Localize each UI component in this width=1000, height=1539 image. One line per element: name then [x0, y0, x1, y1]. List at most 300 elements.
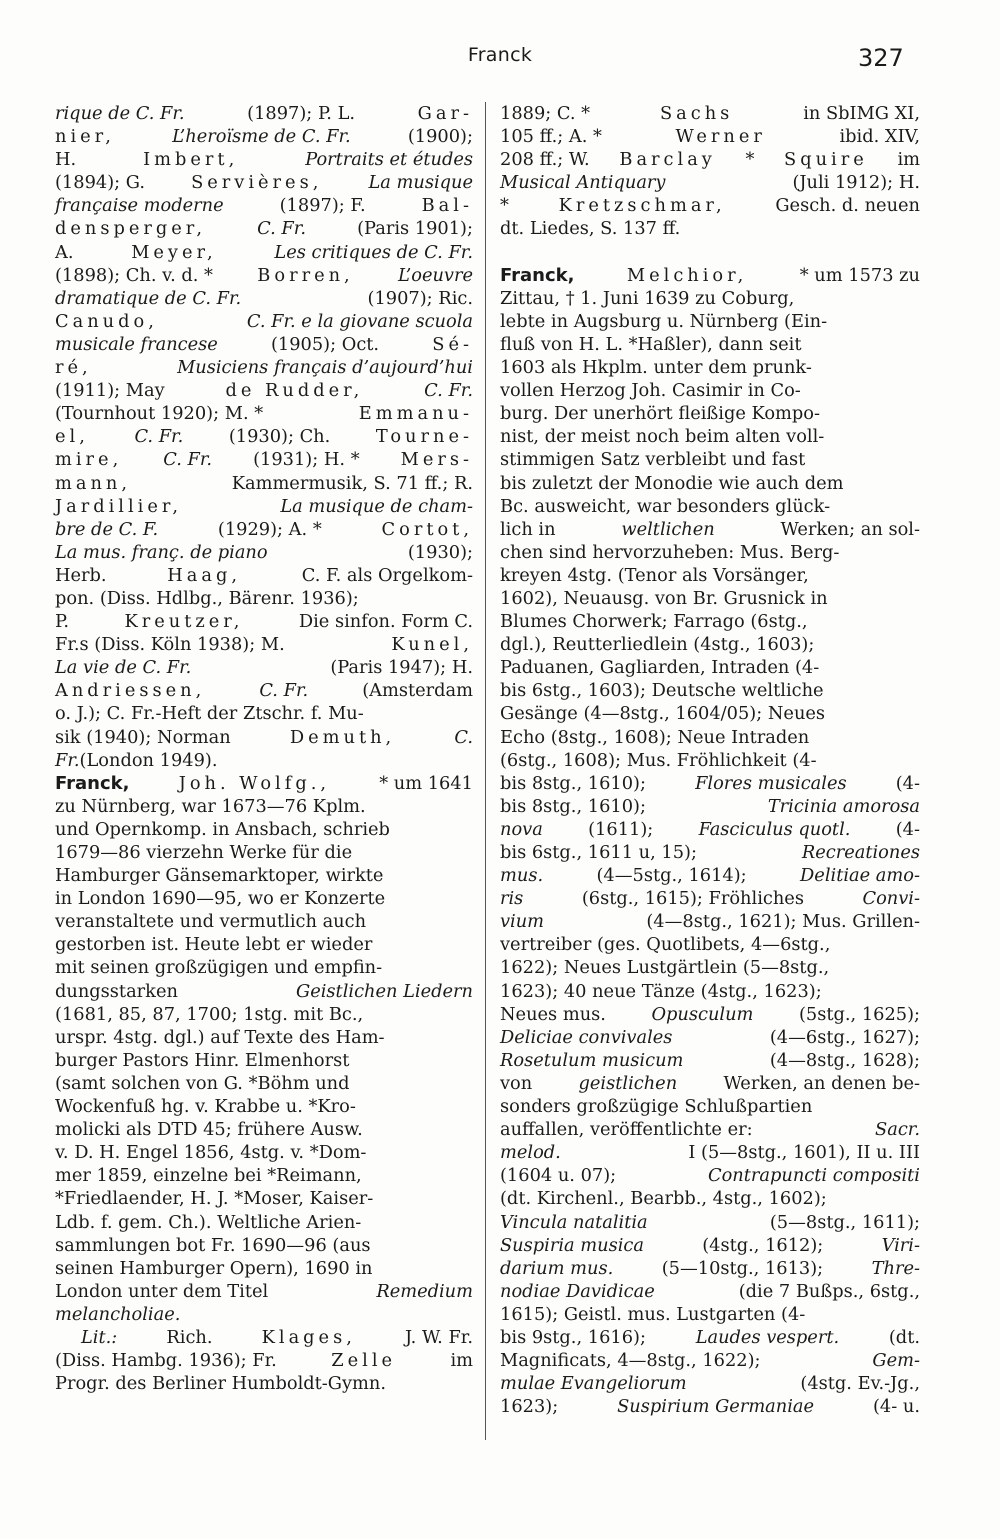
text-run: Zelle [331, 1350, 397, 1372]
text-run: L’heroïsme de C. Fr. [172, 126, 351, 148]
text-line [500, 356, 920, 379]
text-run: Vincula natalitia [500, 1211, 648, 1233]
text-line [500, 194, 920, 217]
text-run: (4—8stg., 1628); [769, 1049, 920, 1071]
text-run: Fr. [55, 749, 80, 771]
text-run: Haag, [167, 564, 242, 586]
text-run: (6stg., 1615); Fröhliches [581, 888, 804, 910]
text-run: C. Fr. [257, 218, 306, 240]
text-run: (1897); P. L. [247, 103, 356, 124]
text-line [55, 495, 473, 518]
text-run: (1930); Ch. [228, 426, 331, 448]
text-run: Canudo, [55, 310, 158, 332]
text-line [500, 933, 920, 956]
text-run: ré, [55, 357, 92, 379]
text-run: Squire [784, 149, 868, 171]
text-run: (4- [895, 772, 920, 794]
text-run: A. [55, 241, 74, 263]
text-run: Tourne- [375, 426, 473, 448]
text-run: Rich. [166, 1326, 213, 1348]
text-run: La vie de C. Fr. [55, 657, 192, 679]
text-run: seinen Hamburger Opern), 1690 in [55, 1257, 373, 1279]
text-line [500, 1095, 920, 1118]
text-run: *Friedlaender, H. J. *Moser, Kaiser- [55, 1188, 374, 1210]
text-run: (4—5stg., 1614); [596, 865, 747, 887]
text-line [55, 818, 473, 841]
text-run: (1900); [407, 126, 473, 148]
text-run: La musique de cham- [280, 495, 473, 517]
text-run: (1604 u. 07); [500, 1165, 617, 1187]
text-run: Zittau, † 1. Juni 1639 zu Coburg, [500, 287, 795, 309]
text-run: weltlichen [621, 518, 715, 540]
text-line [500, 956, 920, 979]
text-run: 105 ff.; A. * [500, 126, 602, 148]
text-line [500, 518, 920, 541]
text-run: fluß von H. L. *Haßler), dann seit [500, 333, 802, 355]
text-line [500, 472, 920, 495]
text-line [55, 1118, 473, 1141]
text-line [55, 194, 473, 217]
text-run: Blumes Chorwerk; Farrago (6stg., [500, 611, 808, 633]
text-line [55, 1095, 473, 1118]
text-line [500, 749, 920, 772]
text-line [55, 1049, 473, 1072]
text-line [500, 564, 920, 587]
text-run: gestorben ist. Heute lebt er wieder [55, 934, 373, 956]
text-run: (4stg., 1612); [702, 1234, 824, 1256]
text-line [500, 241, 920, 264]
text-line [55, 264, 473, 287]
text-line [55, 1072, 473, 1095]
text-run: 1679—86 vierzehn Werke für die [55, 842, 353, 863]
text-run: dgl.), Reutterliedlein (4stg., 1603); [500, 634, 815, 656]
text-run: Cortot, [381, 518, 473, 540]
text-line [55, 910, 473, 933]
text-line [55, 217, 473, 240]
text-run: * um 1573 zu [799, 264, 920, 286]
text-line [55, 1257, 473, 1280]
text-run: Gem- [872, 1350, 920, 1372]
text-line [500, 980, 920, 1003]
text-run: v. D. H. Engel 1856, 4stg. v. *Dom- [55, 1142, 367, 1164]
text-line [55, 448, 473, 471]
text-run: * [745, 149, 755, 171]
text-run: Deliciae convivales [500, 1026, 673, 1048]
text-run: 1622); Neues Lustgärtlein (5—8stg., [500, 957, 830, 979]
text-run: Andriessen, [55, 680, 206, 702]
text-line [55, 333, 473, 356]
text-run: Lit.: [81, 1326, 118, 1348]
text-run: Contrapuncti compositi [708, 1165, 920, 1187]
text-run: (Amsterdam [362, 680, 473, 702]
text-run: sonders großzügige Schlußpartien [500, 1096, 813, 1118]
text-line [500, 1187, 920, 1210]
text-run: bis zuletzt der Monodie wie auch dem [500, 472, 844, 494]
text-line [500, 587, 920, 610]
text-line [500, 171, 920, 194]
text-run: dramatique de C. Fr. [55, 287, 242, 309]
text-line [500, 333, 920, 356]
text-run: vollen Herzog Joh. Casimir in Co- [500, 380, 801, 402]
text-run: Die sinfon. Form C. [298, 611, 473, 633]
text-line [500, 125, 920, 148]
text-run: I (5—8stg., 1601), II u. III [688, 1142, 920, 1164]
text-run: Bc. ausweicht, war besonders glück- [500, 495, 831, 517]
column-divider [485, 102, 486, 1440]
text-line [55, 795, 473, 818]
text-run: nier, [55, 126, 115, 148]
text-line [55, 402, 473, 425]
text-line [55, 379, 473, 402]
text-line [500, 818, 920, 841]
text-line [500, 541, 920, 564]
text-line [500, 1326, 920, 1349]
text-run: Kretzschmar, [558, 195, 726, 217]
text-line [500, 1257, 920, 1280]
text-line [500, 1234, 920, 1257]
text-line [55, 148, 473, 171]
text-run: auffallen, veröffentlichte er: [500, 1119, 753, 1141]
page-number: 327 [858, 44, 904, 72]
running-head: Franck [467, 44, 533, 66]
text-run: (1907); Ric. [367, 287, 473, 309]
text-run: Rosetulum musicum [500, 1049, 684, 1071]
text-run: mire, [55, 449, 123, 471]
text-line [55, 1280, 473, 1303]
text-run: rique de C. Fr. [55, 103, 185, 124]
text-run: bis 6stg., 1611 u, 15); [500, 842, 697, 863]
text-run: Remedium [376, 1280, 473, 1302]
text-run: (1611); [588, 818, 654, 840]
text-run: Ldb. f. gem. Ch.). Weltliche Arien- [55, 1211, 362, 1233]
text-line [500, 102, 920, 125]
text-line [500, 1280, 920, 1303]
text-run: 1602), Neuausg. von Br. Grusnick in [500, 587, 828, 609]
text-line [500, 148, 920, 171]
text-run: Kunel, [391, 634, 473, 656]
text-run: Musical Antiquary [500, 172, 666, 194]
text-run: Sacr. [875, 1119, 920, 1141]
text-run: Bal- [421, 195, 473, 217]
text-run: L’oeuvre [398, 264, 473, 286]
text-run: Servières, [191, 172, 323, 194]
text-run: C. Fr. [134, 426, 184, 448]
text-line [55, 933, 473, 956]
right-column [500, 102, 920, 1418]
text-run: Portraits et études [305, 149, 473, 171]
text-run: und Opernkomp. in Ansbach, schrieb [55, 818, 390, 840]
text-run: dungsstarken [55, 980, 178, 1002]
text-run: C. F. als Orgelkom- [301, 564, 473, 586]
text-line [500, 402, 920, 425]
text-line [55, 956, 473, 979]
text-line [55, 841, 473, 864]
text-run: (London 1949). [79, 749, 218, 771]
text-run: chen sind hervorzuheben: Mus. Berg- [500, 541, 840, 563]
text-run: (die 7 Bußps., 6stg., [738, 1280, 920, 1302]
text-run: (samt solchen von G. *Böhm und [55, 1072, 350, 1094]
text-run: mann, [55, 472, 132, 494]
text-line [55, 1211, 473, 1234]
text-run: (4- [895, 818, 920, 840]
text-run: Meyer, [131, 241, 217, 263]
text-run: mulae Evangeliorum [500, 1373, 687, 1395]
text-run: nodiae Davidicae [500, 1280, 655, 1302]
text-run: C. Fr. [163, 449, 213, 471]
text-line [55, 1349, 473, 1372]
text-line [55, 425, 473, 448]
text-run: (Diss. Hambg. 1936); Fr. [55, 1350, 277, 1372]
text-run: Magnificats, 4—8stg., 1622); [500, 1350, 761, 1372]
text-line [500, 425, 920, 448]
text-run: Suspirium Germaniae [617, 1396, 815, 1418]
text-run: (1894); G. [55, 172, 145, 194]
text-run: 1623); 40 neue Tänze (4stg., 1623); [500, 980, 822, 1002]
text-line [55, 1003, 473, 1026]
text-run: Gar- [417, 103, 473, 124]
text-run: Imbert, [143, 149, 239, 171]
text-line [500, 726, 920, 749]
text-line [500, 656, 920, 679]
text-run: Geistlichen Liedern [296, 980, 473, 1002]
text-run: P. [55, 611, 70, 633]
text-line [500, 495, 920, 518]
text-run: Werner [675, 126, 766, 148]
text-run: Fr.s (Diss. Köln 1938); M. [55, 634, 285, 656]
text-run: sik (1940); Norman [55, 726, 231, 748]
text-run: 1615); Geistl. mus. Lustgarten (4- [500, 1303, 806, 1325]
text-run: Melchior, [626, 264, 748, 286]
text-run: (1898); Ch. v. d. * [55, 264, 213, 286]
text-run: geistlichen [578, 1072, 678, 1094]
text-run: Herb. [55, 564, 107, 586]
text-line [55, 125, 473, 148]
text-run: bis 8stg., 1610); [500, 772, 646, 794]
text-run: ris [500, 888, 524, 910]
text-line [500, 910, 920, 933]
text-line [55, 564, 473, 587]
text-run: densperger, [55, 218, 206, 240]
text-line [55, 241, 473, 264]
text-run: (5—10stg., 1613); [661, 1257, 824, 1279]
text-line [500, 679, 920, 702]
text-line [500, 1349, 920, 1372]
text-line [55, 1326, 473, 1349]
text-line [500, 1303, 920, 1326]
text-run: Klages, [261, 1326, 356, 1348]
text-run: (4- u. [872, 1396, 920, 1418]
text-run: nist, der meist noch beim alten voll- [500, 426, 825, 448]
text-run: Kreutzer, [124, 611, 244, 633]
text-run: Les critiques de C. Fr. [274, 241, 473, 263]
text-run: 1889; C. * [500, 103, 591, 124]
text-run: Demuth, [289, 726, 396, 748]
text-run: J. W. Fr. [404, 1326, 473, 1348]
text-run: Jardillier, [55, 495, 183, 517]
text-line [500, 1026, 920, 1049]
text-line [55, 356, 473, 379]
text-line [500, 1395, 920, 1418]
text-run: Sachs [659, 103, 734, 124]
text-run: 1623); [500, 1396, 559, 1418]
text-run: burger Pastors Hinr. Elmenhorst [55, 1049, 350, 1071]
text-run: La mus. franç. de piano [55, 541, 268, 563]
text-run: Fasciculus quotl. [698, 818, 851, 840]
text-line [500, 287, 920, 310]
text-line [55, 171, 473, 194]
text-run: melod. [500, 1142, 561, 1164]
text-line [500, 887, 920, 910]
text-run: (dt. Kirchenl., Bearbb., 4stg., 1602); [500, 1188, 827, 1210]
text-line [55, 679, 473, 702]
text-run: (1911); May [55, 380, 165, 402]
text-run: Kammermusik, S. 71 ff.; R. [231, 472, 473, 494]
text-line [55, 1234, 473, 1257]
text-run: darium mus. [500, 1257, 614, 1279]
text-run: 208 ff.; W. [500, 149, 590, 171]
text-run: mer 1859, einzelne bei *Reimann, [55, 1165, 362, 1187]
text-run: Delitiae amo- [800, 865, 920, 887]
text-line [55, 587, 473, 610]
text-run: de Rudder, [225, 380, 364, 402]
text-run: (4stg. Ev.-Jg., [800, 1373, 920, 1395]
text-line [55, 102, 473, 125]
text-run: (Paris 1947); H. [330, 657, 473, 679]
text-run: Recreationes [801, 842, 920, 863]
text-run: mus. [500, 865, 544, 887]
text-run: melancholiae. [55, 1303, 181, 1325]
text-run: C. Fr. e la giovane scuola [246, 310, 473, 332]
text-run: im [450, 1350, 473, 1372]
text-run: Opusculum [651, 1003, 754, 1025]
text-run: lebte in Augsburg u. Nürnberg (Ein- [500, 310, 828, 332]
text-run: (5stg., 1625); [798, 1003, 920, 1025]
text-line [500, 1049, 920, 1072]
text-line [500, 1141, 920, 1164]
text-run: Musiciens français d’aujourd’hui [177, 357, 473, 379]
text-run: Emmanu- [358, 403, 473, 425]
text-run: vertreiber (ges. Quotlibets, 4—6stg., [500, 934, 831, 956]
text-run: Paduanen, Gagliarden, Intraden (4- [500, 657, 820, 679]
text-run: Tricinia amorosa [767, 795, 920, 817]
text-run: stimmigen Satz verbleibt und fast [500, 449, 806, 471]
text-run: lich in [500, 518, 556, 540]
text-line [500, 1372, 920, 1395]
text-run: ibid. XIV, [839, 126, 920, 148]
text-run: Gesänge (4—8stg., 1604/05); Neues [500, 703, 826, 725]
text-line [500, 264, 920, 287]
text-run: (1931); H. * [253, 449, 360, 471]
text-line [500, 1118, 920, 1141]
text-line [55, 749, 473, 772]
text-run: (dt. [888, 1326, 920, 1348]
text-run: Echo (8stg., 1608); Neue Intraden [500, 726, 810, 748]
text-line [500, 633, 920, 656]
text-run: Progr. des Berliner Humboldt-Gymn. [55, 1373, 387, 1395]
text-line [500, 1211, 920, 1234]
text-line [500, 864, 920, 887]
text-run: veranstaltete und vermutlich auch [55, 911, 367, 933]
text-run: in SbIMG XI, [803, 103, 920, 124]
text-run: London unter dem Titel [55, 1280, 269, 1302]
text-line [55, 1372, 473, 1395]
text-line [55, 980, 473, 1003]
text-line [55, 1187, 473, 1210]
text-run: molicki als DTD 45; frühere Ausw. [55, 1119, 363, 1141]
text-run: bis 6stg., 1603); Deutsche weltliche [500, 680, 824, 702]
text-run: el, [55, 426, 89, 448]
text-run: (Paris 1901); [357, 218, 473, 240]
text-run: Flores musicales [695, 772, 847, 794]
text-line [500, 841, 920, 864]
text-line [55, 518, 473, 541]
text-run: Neues mus. [500, 1003, 606, 1025]
text-line [55, 1164, 473, 1187]
entry-headword: Franck, [500, 264, 575, 286]
text-run: bre de C. F. [55, 518, 159, 540]
text-run: (1929); A. * [217, 518, 322, 540]
text-line [500, 610, 920, 633]
text-line [55, 726, 473, 749]
text-line [500, 702, 920, 725]
text-run: in London 1690—95, wo er Konzerte [55, 888, 386, 910]
text-line [55, 1026, 473, 1049]
text-run: Borren, [257, 264, 354, 286]
text-run: nova [500, 818, 543, 840]
text-line [55, 633, 473, 656]
text-run: Werken, an denen be- [723, 1072, 920, 1094]
text-run: vium [500, 911, 545, 933]
text-run: Barclay [619, 149, 716, 171]
text-run: Mers- [400, 449, 473, 471]
text-line [500, 217, 920, 240]
text-run: La musique [368, 172, 473, 194]
text-run: (4—6stg., 1627); [769, 1026, 920, 1048]
text-run: von [500, 1072, 533, 1094]
text-run: (1897); F. [279, 195, 366, 217]
text-line [500, 795, 920, 818]
text-run: 1603 als Hkplm. unter dem prunk- [500, 357, 812, 379]
text-run: (Tournhout 1920); M. * [55, 403, 264, 425]
text-line [500, 448, 920, 471]
text-run: kreyen 4stg. (Tenor als Vorsänger, [500, 564, 809, 586]
text-run: Joh. Wolfg., [178, 772, 331, 794]
text-line [500, 310, 920, 333]
text-run: pon. (Diss. Hdlbg., Bärenr. 1936); [55, 587, 359, 609]
text-run: (1905); Oct. [270, 333, 380, 355]
text-run: française moderne [55, 195, 224, 217]
text-line [55, 541, 473, 564]
text-run: Wockenfuß hg. v. Krabbe u. *Kro- [55, 1096, 356, 1118]
text-run: (1930); [407, 541, 473, 563]
text-line [500, 1003, 920, 1026]
text-run: mit seinen großzügigen und empfin- [55, 957, 383, 979]
text-line [55, 864, 473, 887]
text-run: Hamburger Gänsemarktoper, wirkte [55, 865, 384, 887]
text-run: dt. Liedes, S. 137 ff. [500, 218, 681, 240]
text-run: Viri- [881, 1234, 920, 1256]
text-run: * um 1641 [379, 772, 473, 794]
text-run: (5—8stg., 1611); [769, 1211, 920, 1233]
text-line [55, 887, 473, 910]
text-run: sammlungen bot Fr. 1690—96 (aus [55, 1234, 371, 1256]
text-run: (Juli 1912); H. [792, 172, 920, 194]
text-line [55, 287, 473, 310]
left-column [55, 102, 473, 1395]
text-run: (6stg., 1608); Mus. Fröhlichkeit (4- [500, 749, 817, 771]
text-line [55, 610, 473, 633]
text-run: urspr. 4stg. dgl.) auf Texte des Ham- [55, 1026, 385, 1048]
